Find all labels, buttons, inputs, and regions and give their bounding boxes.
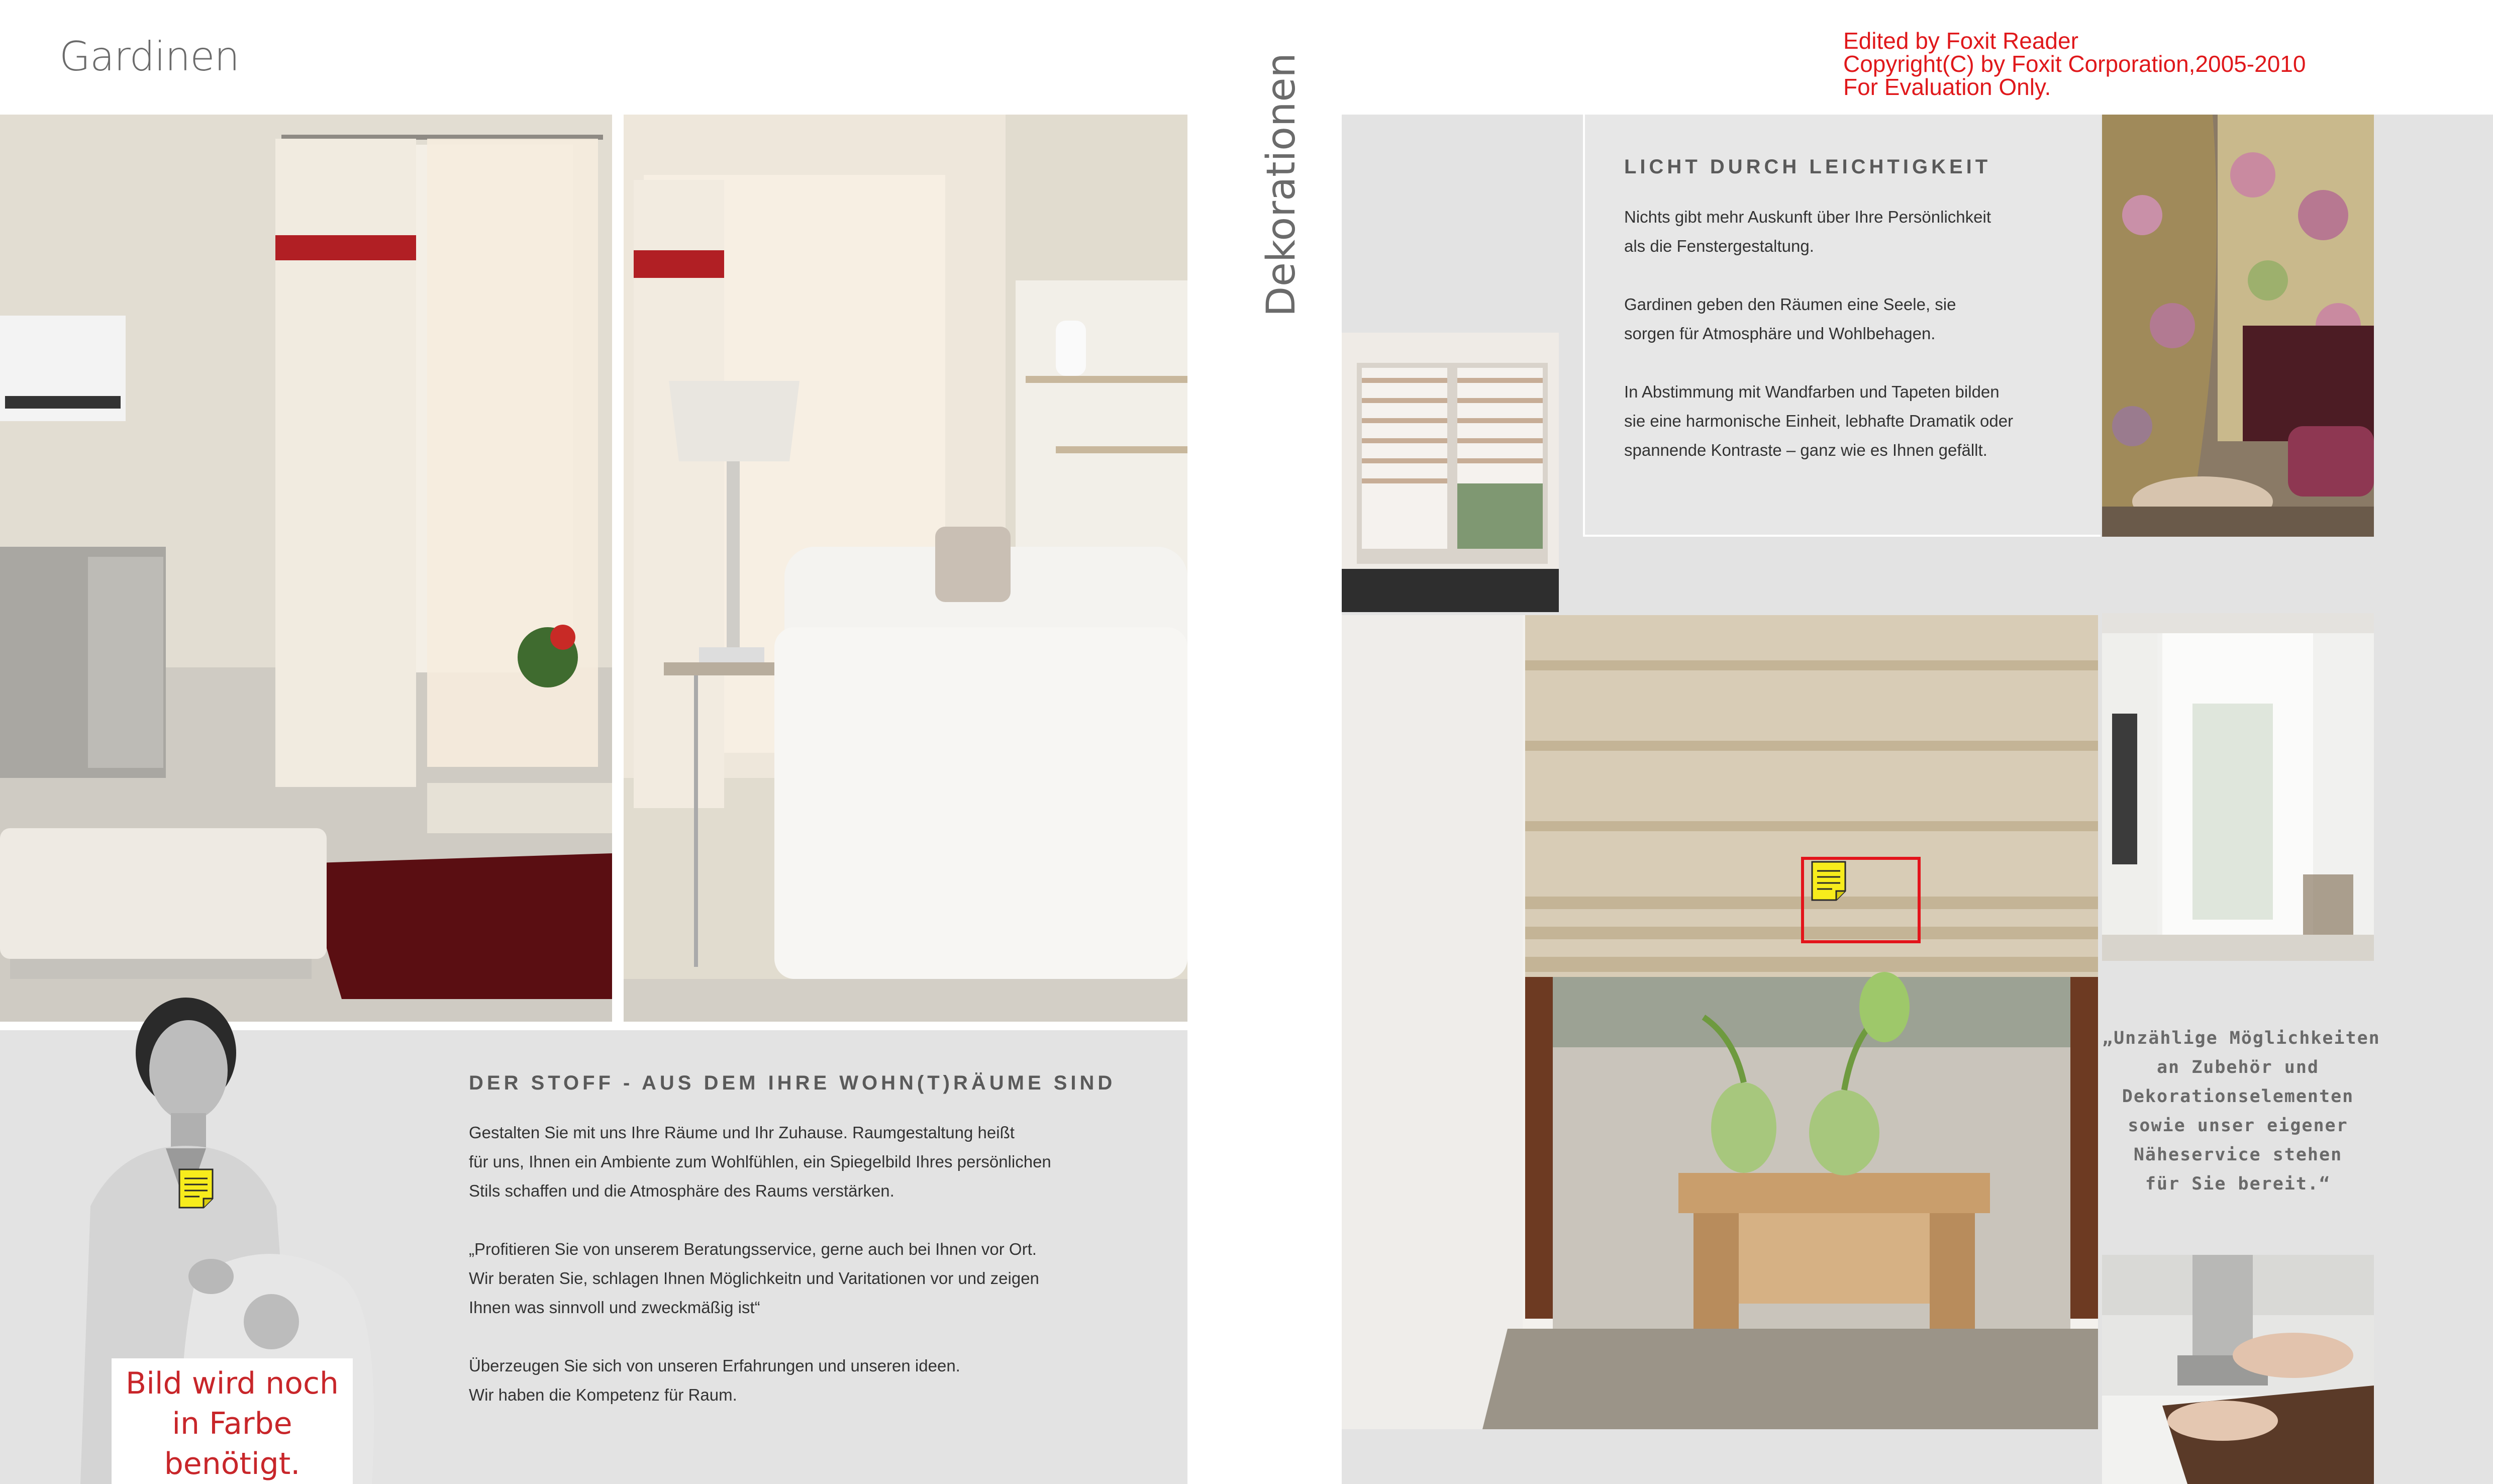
watermark-line: Edited by Foxit Reader <box>1843 28 2078 54</box>
licht-line: als die Fenstergestaltung. <box>1624 237 1814 255</box>
roman-blind-photo <box>1342 615 2098 1429</box>
living-room-photo-left <box>0 115 612 1022</box>
quote-line: sowie unser eigener <box>2128 1116 2348 1136</box>
licht-heading: LICHT DURCH LEICHTIGKEIT <box>1624 156 1991 178</box>
note-icon[interactable] <box>178 1168 214 1209</box>
licht-line: Gardinen geben den Räumen eine Seele, sie <box>1624 295 1956 314</box>
quote-line: Näheservice stehen <box>2133 1145 2343 1165</box>
licht-line: spannende Kontraste – ganz wie es Ihnen gefällt. <box>1624 441 1987 459</box>
stoff-line: für uns, Ihnen ein Ambiente zum Wohlfühlen, ein Spiegelbild Ihres persönlichen <box>469 1152 1051 1171</box>
quote-line: an Zubehör und <box>2156 1057 2319 1077</box>
stoff-line: Stils schaffen und die Atmosphäre des Raums verstärken. <box>469 1181 894 1200</box>
image-placeholder-note <box>112 1358 353 1484</box>
licht-body <box>1624 203 2013 465</box>
stoff-line: Überzeugen Sie sich von unseren Erfahrungen und unseren ideen. <box>469 1356 960 1375</box>
stoff-line: Gestalten Sie mit uns Ihre Räume und Ihr Zuhause. Raumgestaltung heißt <box>469 1123 1015 1142</box>
side-label: Dekorationen <box>1259 53 1304 317</box>
foxit-watermark <box>1843 29 2306 98</box>
floral-curtain-photo <box>2102 115 2374 537</box>
watermark-line: Copyright(C) by Foxit Corporation,2005-2010 <box>1843 51 2306 77</box>
window-blinds-photo <box>1342 333 1559 612</box>
licht-line: sorgen für Atmosphäre und Wohlbehagen. <box>1624 324 1936 343</box>
quote-line: Dekorationselementen <box>2122 1086 2354 1107</box>
stoff-line: Wir haben die Kompetenz für Raum. <box>469 1386 737 1404</box>
stoff-heading: DER STOFF - AUS DEM IHRE WOHN(T)RÄUME SIND <box>469 1072 1116 1094</box>
stoff-line: Wir beraten Sie, schlagen Ihnen Möglichkeitn und Varitationen vor und zeigen <box>469 1269 1039 1288</box>
placeholder-line1: Bild wird noch <box>126 1366 339 1401</box>
stoff-body <box>469 1118 1051 1410</box>
note-icon[interactable] <box>1811 861 1846 901</box>
licht-line: sie eine harmonische Einheit, lebhafte Dramatik oder <box>1624 412 2014 430</box>
stoff-line: „Profitieren Sie von unserem Beratungsservice, gerne auch bei Ihnen vor Ort. <box>469 1240 1037 1258</box>
service-quote <box>2102 1024 2380 1199</box>
living-room-photo-right <box>624 115 1187 1022</box>
licht-line: Nichts gibt mehr Auskunft über Ihre Persönlichkeit <box>1624 208 1991 226</box>
placeholder-line2: in Farbe benötigt. <box>164 1406 301 1481</box>
sheer-curtain-photo <box>2102 613 2374 961</box>
watermark-line: For Evaluation Only. <box>1843 74 2051 100</box>
sewing-photo <box>2102 1255 2374 1484</box>
licht-line: In Abstimmung mit Wandfarben und Tapeten bilden <box>1624 382 2000 401</box>
quote-line: „Unzählige Möglichkeiten <box>2102 1028 2380 1048</box>
quote-line: für Sie bereit.“ <box>2145 1174 2331 1194</box>
stoff-line: Ihnen was sinnvoll und zweckmäßig ist“ <box>469 1298 760 1317</box>
page-title: Gardinen <box>59 33 240 80</box>
